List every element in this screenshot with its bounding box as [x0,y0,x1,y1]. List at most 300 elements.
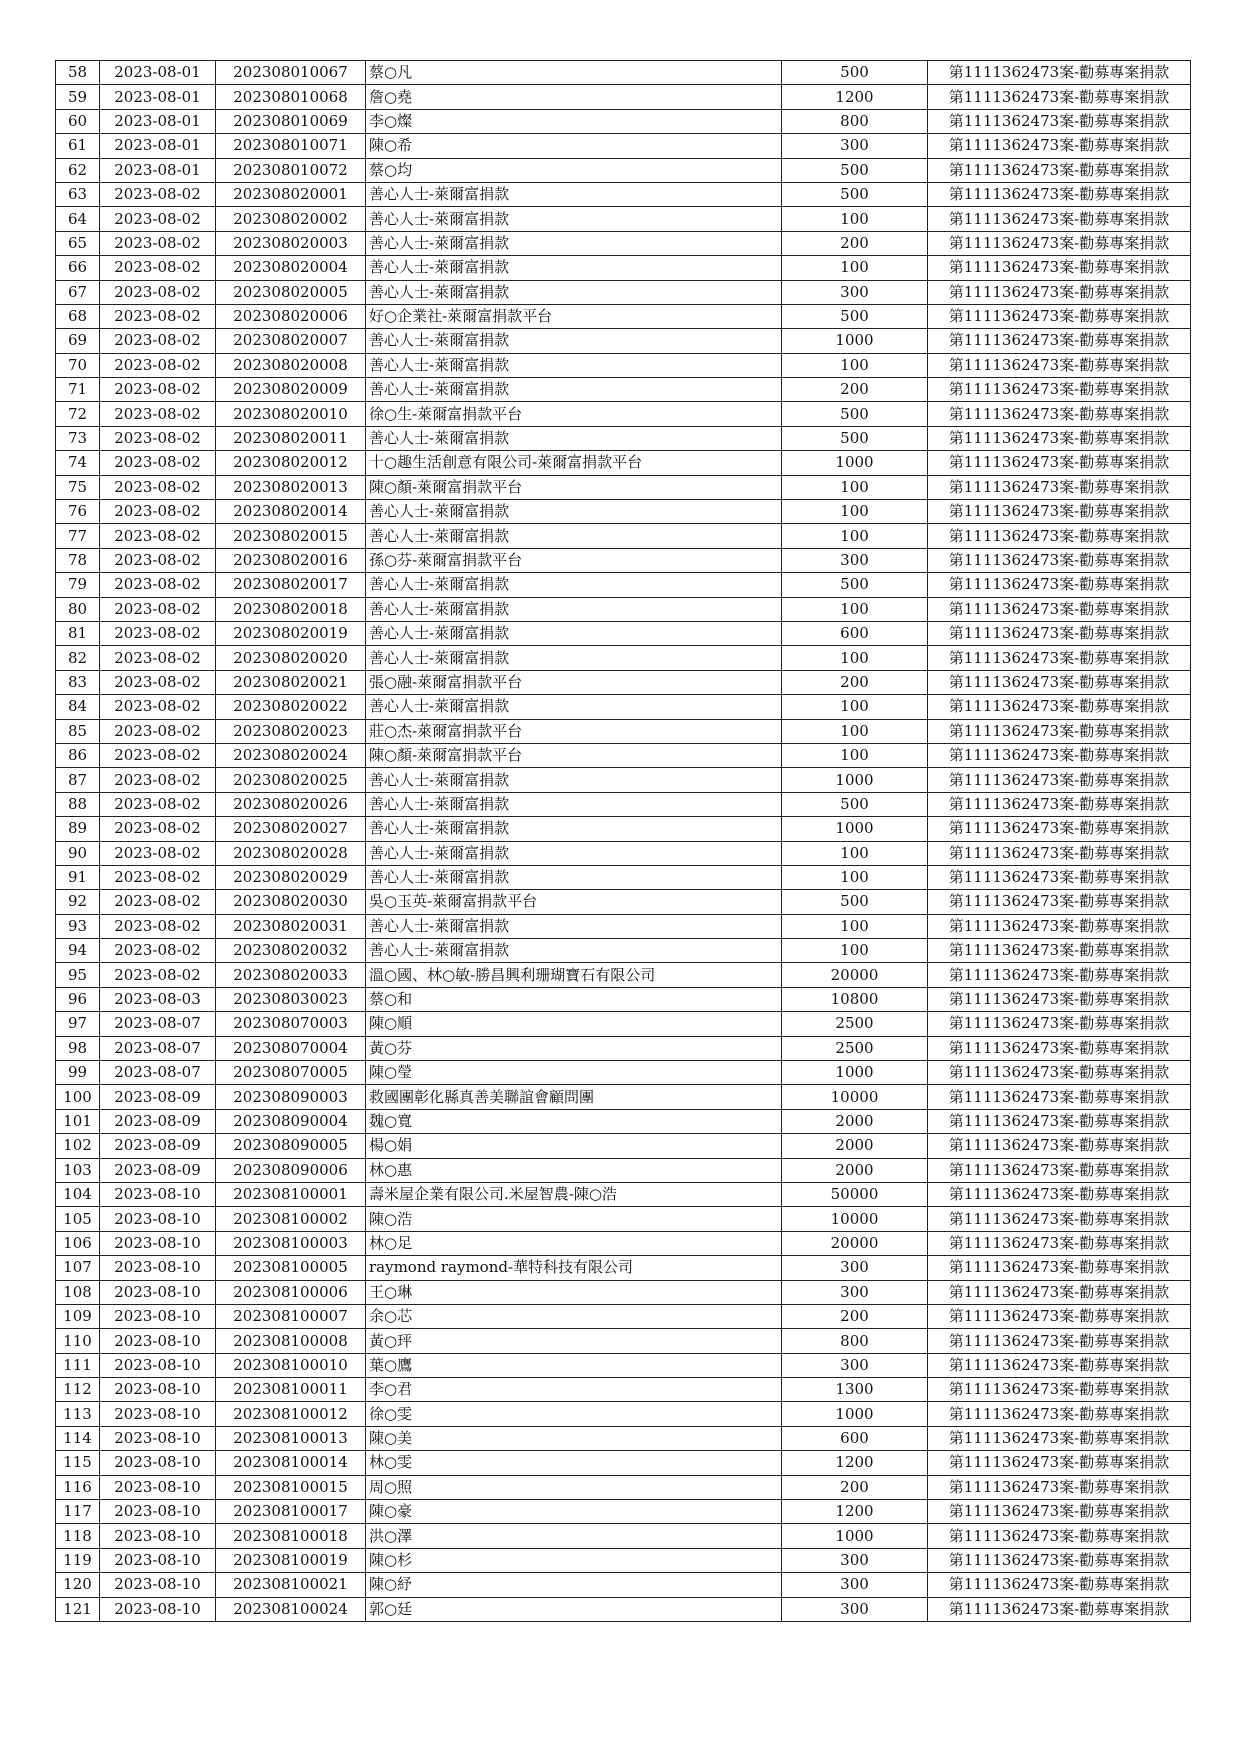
donation-date: 2023-08-09 [100,1085,216,1109]
donation-date: 2023-08-10 [100,1353,216,1377]
donation-date: 2023-08-02 [100,939,216,963]
donation-purpose: 第1111362473案-勸募專案捐款 [928,939,1191,963]
receipt-number: 202308020016 [216,548,366,572]
donation-purpose: 第1111362473案-勸募專案捐款 [928,109,1191,133]
donor-name: 莊○杰-萊爾富捐款平台 [366,719,782,743]
donation-date: 2023-08-02 [100,353,216,377]
donation-date: 2023-08-02 [100,621,216,645]
donor-name: 善心人士-萊爾富捐款 [366,500,782,524]
donation-purpose: 第1111362473案-勸募專案捐款 [928,231,1191,255]
donor-name: 黃○玶 [366,1329,782,1353]
table-row [56,719,1191,743]
table-row [56,378,1191,402]
donation-amount: 500 [782,426,928,450]
donation-amount: 2000 [782,1134,928,1158]
row-number: 93 [56,914,100,938]
donor-name: 洪○澤 [366,1524,782,1548]
table-row [56,1036,1191,1060]
table-row [56,1573,1191,1597]
row-number: 110 [56,1329,100,1353]
donor-name: 善心人士-萊爾富捐款 [366,329,782,353]
donor-name: 救國團彰化縣真善美聯誼會顧問團 [366,1085,782,1109]
donation-amount: 2000 [782,1109,928,1133]
donor-name: 陳○顏-萊爾富捐款平台 [366,743,782,767]
donor-name: 善心人士-萊爾富捐款 [366,231,782,255]
donation-amount: 200 [782,670,928,694]
donation-amount: 800 [782,1329,928,1353]
donor-name: 楊○娟 [366,1134,782,1158]
donation-amount: 200 [782,231,928,255]
donor-name: 陳○瑩 [366,1061,782,1085]
donation-date: 2023-08-10 [100,1207,216,1231]
receipt-number: 202308100013 [216,1426,366,1450]
donor-name: 葉○鷹 [366,1353,782,1377]
donation-purpose: 第1111362473案-勸募專案捐款 [928,890,1191,914]
donor-name: 善心人士-萊爾富捐款 [366,280,782,304]
donor-name: 吳○玉英-萊爾富捐款平台 [366,890,782,914]
table-row [56,1426,1191,1450]
table-row [56,573,1191,597]
donation-amount: 500 [782,158,928,182]
table-row [56,61,1191,85]
table-row [56,890,1191,914]
donor-name: 善心人士-萊爾富捐款 [366,939,782,963]
receipt-number: 202308020017 [216,573,366,597]
donation-purpose: 第1111362473案-勸募專案捐款 [928,1329,1191,1353]
table-row [56,426,1191,450]
donor-name: 善心人士-萊爾富捐款 [366,353,782,377]
donation-purpose: 第1111362473案-勸募專案捐款 [928,1182,1191,1206]
donation-amount: 200 [782,1304,928,1328]
donor-name: 蔡○均 [366,158,782,182]
donation-amount: 1000 [782,451,928,475]
table-row [56,1402,1191,1426]
row-number: 102 [56,1134,100,1158]
receipt-number: 202308020022 [216,695,366,719]
row-number: 106 [56,1231,100,1255]
donation-purpose: 第1111362473案-勸募專案捐款 [928,329,1191,353]
receipt-number: 202308010071 [216,134,366,158]
donation-amount: 500 [782,573,928,597]
table-row [56,1207,1191,1231]
row-number: 88 [56,792,100,816]
row-number: 74 [56,451,100,475]
receipt-number: 202308020004 [216,256,366,280]
receipt-number: 202308090003 [216,1085,366,1109]
donation-ledger [55,60,1190,1622]
table-row [56,1012,1191,1036]
row-number: 73 [56,426,100,450]
row-number: 109 [56,1304,100,1328]
receipt-number: 202308020007 [216,329,366,353]
donor-name: 魏○寬 [366,1109,782,1133]
donation-date: 2023-08-01 [100,134,216,158]
donation-purpose: 第1111362473案-勸募專案捐款 [928,1207,1191,1231]
donation-date: 2023-08-02 [100,451,216,475]
table-row [56,207,1191,231]
donation-date: 2023-08-03 [100,987,216,1011]
receipt-number: 202308020015 [216,524,366,548]
row-number: 113 [56,1402,100,1426]
donation-table [55,60,1191,1622]
receipt-number: 202308020033 [216,963,366,987]
table-row [56,1231,1191,1255]
row-number: 104 [56,1182,100,1206]
donation-date: 2023-08-02 [100,304,216,328]
donor-name: 陳○杉 [366,1548,782,1572]
table-row [56,1329,1191,1353]
donation-purpose: 第1111362473案-勸募專案捐款 [928,817,1191,841]
row-number: 101 [56,1109,100,1133]
row-number: 64 [56,207,100,231]
donation-date: 2023-08-10 [100,1182,216,1206]
donation-amount: 800 [782,109,928,133]
donation-date: 2023-08-01 [100,61,216,85]
receipt-number: 202308020020 [216,646,366,670]
table-row [56,109,1191,133]
donation-amount: 50000 [782,1182,928,1206]
donation-amount: 600 [782,621,928,645]
receipt-number: 202308020032 [216,939,366,963]
donation-purpose: 第1111362473案-勸募專案捐款 [928,500,1191,524]
donation-amount: 100 [782,646,928,670]
receipt-number: 202308020018 [216,597,366,621]
table-row [56,451,1191,475]
donation-date: 2023-08-10 [100,1378,216,1402]
donor-name: 黃○芬 [366,1036,782,1060]
donation-date: 2023-08-01 [100,109,216,133]
donation-amount: 10000 [782,1207,928,1231]
row-number: 83 [56,670,100,694]
row-number: 76 [56,500,100,524]
donation-amount: 1000 [782,817,928,841]
row-number: 85 [56,719,100,743]
donation-purpose: 第1111362473案-勸募專案捐款 [928,1109,1191,1133]
donor-name: 余○芯 [366,1304,782,1328]
donation-amount: 100 [782,939,928,963]
row-number: 95 [56,963,100,987]
donation-amount: 100 [782,914,928,938]
donation-purpose: 第1111362473案-勸募專案捐款 [928,1036,1191,1060]
donor-name: 陳○美 [366,1426,782,1450]
receipt-number: 202308070004 [216,1036,366,1060]
row-number: 112 [56,1378,100,1402]
row-number: 92 [56,890,100,914]
donation-purpose: 第1111362473案-勸募專案捐款 [928,1426,1191,1450]
receipt-number: 202308020006 [216,304,366,328]
donor-name: 善心人士-萊爾富捐款 [366,207,782,231]
row-number: 67 [56,280,100,304]
donation-amount: 2000 [782,1158,928,1182]
donor-name: 陳○顏-萊爾富捐款平台 [366,475,782,499]
donor-name: 善心人士-萊爾富捐款 [366,573,782,597]
receipt-number: 202308100015 [216,1475,366,1499]
donation-purpose: 第1111362473案-勸募專案捐款 [928,963,1191,987]
table-row [56,597,1191,621]
table-row [56,304,1191,328]
table-row [56,182,1191,206]
table-row [56,646,1191,670]
donation-purpose: 第1111362473案-勸募專案捐款 [928,1451,1191,1475]
table-row [56,548,1191,572]
receipt-number: 202308020030 [216,890,366,914]
donation-amount: 100 [782,353,928,377]
donation-purpose: 第1111362473案-勸募專案捐款 [928,1597,1191,1621]
donation-date: 2023-08-02 [100,792,216,816]
donor-name: 善心人士-萊爾富捐款 [366,817,782,841]
donor-name: 孫○芬-萊爾富捐款平台 [366,548,782,572]
donation-date: 2023-08-02 [100,670,216,694]
donor-name: 徐○生-萊爾富捐款平台 [366,402,782,426]
donation-purpose: 第1111362473案-勸募專案捐款 [928,865,1191,889]
donation-amount: 2500 [782,1012,928,1036]
donation-date: 2023-08-10 [100,1548,216,1572]
donation-date: 2023-08-10 [100,1524,216,1548]
donation-date: 2023-08-02 [100,280,216,304]
donation-table-body [56,61,1191,1622]
receipt-number: 202308100021 [216,1573,366,1597]
donation-amount: 1000 [782,1402,928,1426]
donation-amount: 100 [782,256,928,280]
row-number: 121 [56,1597,100,1621]
donation-amount: 1300 [782,1378,928,1402]
donation-date: 2023-08-01 [100,158,216,182]
donation-amount: 300 [782,1548,928,1572]
receipt-number: 202308020029 [216,865,366,889]
donation-date: 2023-08-10 [100,1475,216,1499]
receipt-number: 202308020028 [216,841,366,865]
donor-name: 陳○豪 [366,1500,782,1524]
donation-date: 2023-08-02 [100,597,216,621]
row-number: 69 [56,329,100,353]
donation-purpose: 第1111362473案-勸募專案捐款 [928,1256,1191,1280]
table-row [56,1085,1191,1109]
row-number: 116 [56,1475,100,1499]
donation-date: 2023-08-02 [100,475,216,499]
donation-amount: 300 [782,548,928,572]
table-row [56,1475,1191,1499]
donation-amount: 10800 [782,987,928,1011]
donation-amount: 1200 [782,1451,928,1475]
table-row [56,329,1191,353]
row-number: 105 [56,1207,100,1231]
donor-name: 溫○國、林○敏-勝昌興利珊瑚寶石有限公司 [366,963,782,987]
donation-purpose: 第1111362473案-勸募專案捐款 [928,1012,1191,1036]
donation-date: 2023-08-10 [100,1329,216,1353]
donation-date: 2023-08-02 [100,743,216,767]
donor-name: 王○琳 [366,1280,782,1304]
donor-name: 善心人士-萊爾富捐款 [366,256,782,280]
donation-amount: 100 [782,475,928,499]
receipt-number: 202308100005 [216,1256,366,1280]
donation-date: 2023-08-10 [100,1256,216,1280]
table-row [56,475,1191,499]
table-row [56,500,1191,524]
donor-name: 善心人士-萊爾富捐款 [366,841,782,865]
receipt-number: 202308010067 [216,61,366,85]
donation-purpose: 第1111362473案-勸募專案捐款 [928,280,1191,304]
table-row [56,353,1191,377]
donor-name: 十○趣生活創意有限公司-萊爾富捐款平台 [366,451,782,475]
donation-amount: 500 [782,402,928,426]
donation-amount: 1000 [782,768,928,792]
row-number: 89 [56,817,100,841]
table-row [56,939,1191,963]
donation-amount: 1000 [782,1524,928,1548]
donation-date: 2023-08-07 [100,1012,216,1036]
receipt-number: 202308020019 [216,621,366,645]
receipt-number: 202308020026 [216,792,366,816]
donation-amount: 100 [782,719,928,743]
donation-amount: 100 [782,500,928,524]
receipt-number: 202308020003 [216,231,366,255]
receipt-number: 202308020013 [216,475,366,499]
donation-date: 2023-08-02 [100,182,216,206]
donation-date: 2023-08-10 [100,1451,216,1475]
donation-purpose: 第1111362473案-勸募專案捐款 [928,621,1191,645]
donation-amount: 600 [782,1426,928,1450]
donor-name: 陳○希 [366,134,782,158]
receipt-number: 202308020024 [216,743,366,767]
donor-name: 陳○順 [366,1012,782,1036]
donation-purpose: 第1111362473案-勸募專案捐款 [928,1158,1191,1182]
donation-date: 2023-08-10 [100,1304,216,1328]
row-number: 114 [56,1426,100,1450]
donation-amount: 200 [782,378,928,402]
donation-amount: 1000 [782,1061,928,1085]
row-number: 63 [56,182,100,206]
donation-date: 2023-08-02 [100,865,216,889]
donation-date: 2023-08-02 [100,548,216,572]
table-row [56,1280,1191,1304]
row-number: 81 [56,621,100,645]
table-row [56,987,1191,1011]
row-number: 72 [56,402,100,426]
donation-date: 2023-08-02 [100,768,216,792]
row-number: 87 [56,768,100,792]
donation-amount: 100 [782,524,928,548]
donor-name: 善心人士-萊爾富捐款 [366,914,782,938]
donation-amount: 100 [782,207,928,231]
row-number: 107 [56,1256,100,1280]
row-number: 59 [56,85,100,109]
table-row [56,85,1191,109]
row-number: 82 [56,646,100,670]
donation-amount: 500 [782,792,928,816]
receipt-number: 202308100007 [216,1304,366,1328]
donor-name: 好○企業社-萊爾富捐款平台 [366,304,782,328]
receipt-number: 202308100008 [216,1329,366,1353]
receipt-number: 202308020021 [216,670,366,694]
donation-purpose: 第1111362473案-勸募專案捐款 [928,1548,1191,1572]
donation-date: 2023-08-02 [100,329,216,353]
donor-name: 陳○紓 [366,1573,782,1597]
receipt-number: 202308010068 [216,85,366,109]
donation-amount: 1000 [782,329,928,353]
donation-amount: 300 [782,1573,928,1597]
receipt-number: 202308100024 [216,1597,366,1621]
donation-purpose: 第1111362473案-勸募專案捐款 [928,1280,1191,1304]
donation-date: 2023-08-02 [100,378,216,402]
table-row [56,768,1191,792]
donation-amount: 500 [782,61,928,85]
donation-amount: 1200 [782,85,928,109]
table-row [56,792,1191,816]
donor-name: 善心人士-萊爾富捐款 [366,695,782,719]
donation-purpose: 第1111362473案-勸募專案捐款 [928,1475,1191,1499]
donation-purpose: 第1111362473案-勸募專案捐款 [928,85,1191,109]
row-number: 91 [56,865,100,889]
donation-amount: 500 [782,890,928,914]
receipt-number: 202308100012 [216,1402,366,1426]
donation-date: 2023-08-02 [100,573,216,597]
receipt-number: 202308020009 [216,378,366,402]
row-number: 94 [56,939,100,963]
donor-name: 郭○廷 [366,1597,782,1621]
donation-date: 2023-08-02 [100,695,216,719]
donation-purpose: 第1111362473案-勸募專案捐款 [928,1378,1191,1402]
table-row [56,670,1191,694]
donation-amount: 20000 [782,1231,928,1255]
donation-purpose: 第1111362473案-勸募專案捐款 [928,743,1191,767]
receipt-number: 202308100018 [216,1524,366,1548]
donation-purpose: 第1111362473案-勸募專案捐款 [928,304,1191,328]
donation-date: 2023-08-02 [100,207,216,231]
receipt-number: 202308090006 [216,1158,366,1182]
receipt-number: 202308010072 [216,158,366,182]
donor-name: 周○照 [366,1475,782,1499]
table-row [56,1597,1191,1621]
donation-purpose: 第1111362473案-勸募專案捐款 [928,207,1191,231]
donation-purpose: 第1111362473案-勸募專案捐款 [928,256,1191,280]
table-row [56,1256,1191,1280]
donation-purpose: 第1111362473案-勸募專案捐款 [928,182,1191,206]
donation-purpose: 第1111362473案-勸募專案捐款 [928,402,1191,426]
donation-date: 2023-08-09 [100,1158,216,1182]
donation-purpose: 第1111362473案-勸募專案捐款 [928,1304,1191,1328]
donor-name: 善心人士-萊爾富捐款 [366,792,782,816]
donation-date: 2023-08-10 [100,1597,216,1621]
donation-amount: 100 [782,841,928,865]
donation-purpose: 第1111362473案-勸募專案捐款 [928,426,1191,450]
donor-name: 李○君 [366,1378,782,1402]
row-number: 118 [56,1524,100,1548]
donation-purpose: 第1111362473案-勸募專案捐款 [928,646,1191,670]
receipt-number: 202308020010 [216,402,366,426]
row-number: 117 [56,1500,100,1524]
receipt-number: 202308100001 [216,1182,366,1206]
row-number: 99 [56,1061,100,1085]
donor-name: 徐○雯 [366,1402,782,1426]
row-number: 86 [56,743,100,767]
donation-amount: 10000 [782,1085,928,1109]
donation-purpose: 第1111362473案-勸募專案捐款 [928,524,1191,548]
receipt-number: 202308020012 [216,451,366,475]
table-row [56,695,1191,719]
donation-date: 2023-08-02 [100,817,216,841]
donation-amount: 300 [782,1353,928,1377]
receipt-number: 202308020002 [216,207,366,231]
donation-purpose: 第1111362473案-勸募專案捐款 [928,1573,1191,1597]
donor-name: 張○融-萊爾富捐款平台 [366,670,782,694]
receipt-number: 202308020005 [216,280,366,304]
donation-purpose: 第1111362473案-勸募專案捐款 [928,1085,1191,1109]
table-row [56,1158,1191,1182]
donation-date: 2023-08-02 [100,500,216,524]
table-row [56,1378,1191,1402]
donation-date: 2023-08-02 [100,256,216,280]
donation-purpose: 第1111362473案-勸募專案捐款 [928,914,1191,938]
